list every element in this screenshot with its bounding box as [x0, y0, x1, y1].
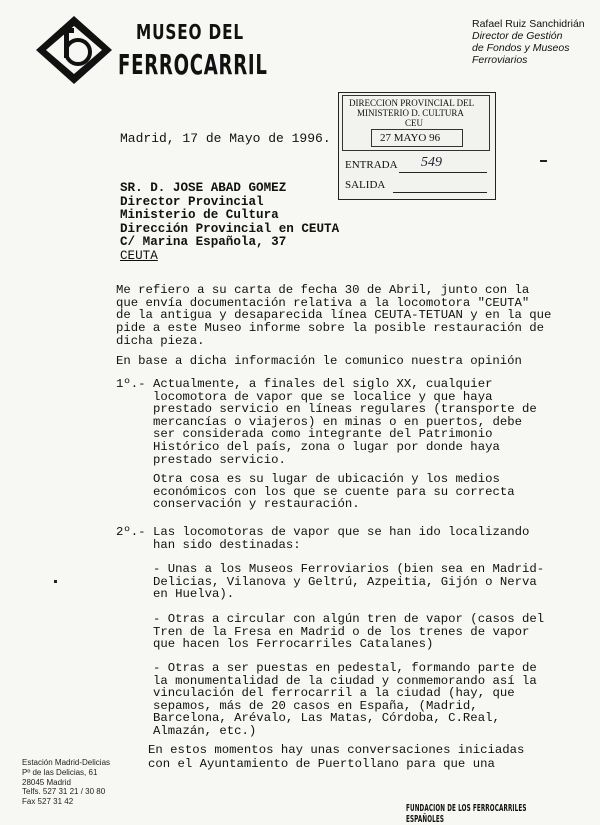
- recipient-line: Ministerio de Cultura: [120, 208, 279, 222]
- closing-line: En estos momentos hay unas conversaciones iniciadas: [148, 743, 525, 757]
- point1-line: Histórico del país, zona o lugar por donde haya: [153, 439, 500, 454]
- footer-address-line: Pº de las Delicias, 61: [22, 767, 98, 777]
- opinion-intro: En base a dicha información le comunico nuestra opinión: [116, 354, 522, 368]
- stamp-line2: MINISTERIO D. CULTURA: [357, 108, 464, 118]
- scan-speck: [54, 580, 57, 583]
- stamp-inner-box: [342, 95, 490, 151]
- point1-paragraph: [153, 378, 537, 466]
- museum-logo-icon: [34, 14, 114, 86]
- signer-title-3: Ferroviarios: [472, 54, 528, 66]
- destination-2-line: Tren de la Fresa en Madrid o de los trenes de vapor: [153, 624, 530, 639]
- destination-3: [153, 662, 537, 738]
- destination-3-line: vinculación del ferrocarril a la ciudad (hay, que: [153, 686, 515, 701]
- stamp-line3: CEU: [405, 118, 423, 128]
- point1-line: mercancías o viajeros) en minas o en puertos, debe: [153, 414, 522, 429]
- point1-extra-paragraph: [153, 473, 515, 511]
- museum-logo: [34, 14, 114, 86]
- closing-paragraph: [148, 744, 524, 771]
- stamp-entrada: [345, 159, 398, 171]
- stamp-salida: [345, 179, 385, 191]
- stamp-entrada-label: ENTRADA: [345, 159, 398, 171]
- destination-2-line: que hacen los Ferrocarriles Catalanes): [153, 637, 434, 652]
- signer-name: Rafael Ruiz Sanchidrián: [472, 18, 585, 30]
- recipient-block: [120, 182, 339, 263]
- intro-paragraph: [116, 284, 551, 348]
- recipient-line: CEUTA: [120, 248, 158, 263]
- destination-3-line: sepamos, más de 20 casos en España, (Madrid,: [153, 698, 478, 713]
- signer-title-2: de Fondos y Museos: [472, 42, 570, 54]
- point1-line: Actualmente, a finales del siglo XX, cualquier: [153, 377, 493, 391]
- stamp-entrada-line: [399, 172, 487, 173]
- point1-extra-line: económicos con los que se cuente para su correcta: [153, 484, 515, 499]
- intro-line: de la antigua y desaparecida línea CEUTA-TETUAN y en la que: [116, 308, 552, 323]
- point2-paragraph: [153, 526, 529, 551]
- destination-3-line: Almazán, etc.): [153, 723, 257, 738]
- point1-line: locomotora de vapor que se localice y que haya: [153, 389, 493, 404]
- stamp-salida-line: [393, 192, 487, 193]
- logo-title-line2: FERROCARRIL: [118, 48, 268, 81]
- recipient-line: C/ Marina Española, 37: [120, 235, 287, 249]
- destination-1: [153, 563, 544, 601]
- letter-date: Madrid, 17 de Mayo de 1996.: [120, 131, 331, 146]
- destination-3-line: - Otras a ser puestas en pedestal, formando parte de: [153, 661, 537, 675]
- point1-line: prestado servicio.: [153, 452, 286, 467]
- point2-number: 2º.-: [116, 525, 146, 539]
- point1-line: prestado servicio en líneas regulares (transporte de: [153, 402, 537, 417]
- destination-2: [153, 613, 544, 651]
- point1-extra-line: conservación y restauración.: [153, 497, 360, 512]
- destination-2-line: - Otras a circular con algún tren de vapor (casos del: [153, 612, 545, 626]
- recipient-line: Dirección Provincial en CEUTA: [120, 221, 340, 236]
- signer-title-1: Director de Gestión: [472, 30, 563, 42]
- destination-1-line: - Unas a los Museos Ferroviarios (bien sea en Madrid-: [153, 562, 545, 576]
- intro-line: pide a este Museo informe sobre la posible restauración de: [116, 321, 545, 336]
- scan-speck: [540, 160, 547, 162]
- footer-address-line: Estación Madrid-Delicias: [22, 758, 111, 767]
- stamp-line1: DIRECCION PROVINCIAL DEL: [349, 98, 475, 108]
- recipient-line: Director Provincial: [120, 194, 264, 209]
- signer-block: [472, 18, 597, 66]
- footer-address-line: Fax 527 31 42: [22, 797, 74, 807]
- intro-line: dicha pieza.: [116, 333, 205, 348]
- destination-1-line: en Huelva).: [153, 587, 235, 602]
- intro-line: Me refiero a su carta de fecha 30 de Abril, junto con la: [116, 283, 530, 297]
- intro-line: que envía documentación relativa a la locomotora "CEUTA": [116, 295, 530, 310]
- stamp-date-box: [371, 129, 463, 147]
- destination-3-line: Barcelona, Arévalo, Las Matas, Córdoba, C.Real,: [153, 711, 500, 726]
- footer-address: [22, 758, 110, 807]
- recipient-line: SR. D. JOSE ABAD GOMEZ: [120, 181, 287, 195]
- footer-foundation: FUNDACION DE LOS FERROCARRILES ESPAÑOLES: [406, 803, 527, 825]
- footer-address-line: Telfs. 527 31 21 / 30 80: [22, 787, 106, 797]
- closing-line: con el Ayuntamiento de Puertollano para que una: [148, 756, 495, 771]
- point1-number: 1º.-: [116, 377, 146, 391]
- point1-line: ser considerada como integrante del Patrimonio: [153, 427, 493, 442]
- destination-1-line: Delicias, Vilanova y Geltrú, Azpeitia, Gijón o Nerva: [153, 574, 537, 589]
- stamp-salida-label: SALIDA: [345, 179, 386, 191]
- stamp-entrada-value: 549: [421, 155, 442, 170]
- destination-3-line: la monumentalidad de la ciudad y conmemorando así la: [153, 673, 537, 688]
- footer-address-line: 28045 Madrid: [22, 777, 71, 787]
- registry-stamp: [338, 92, 496, 200]
- point2-line: Las locomotoras de vapor que se han ido localizando: [153, 525, 530, 539]
- logo-title-line1: MUSEO DEL: [136, 20, 244, 44]
- point1-extra-line: Otra cosa es su lugar de ubicación y los medios: [153, 472, 500, 486]
- stamp-date: 27 MAYO 96: [380, 132, 441, 144]
- point2-line: han sido destinadas:: [153, 537, 301, 552]
